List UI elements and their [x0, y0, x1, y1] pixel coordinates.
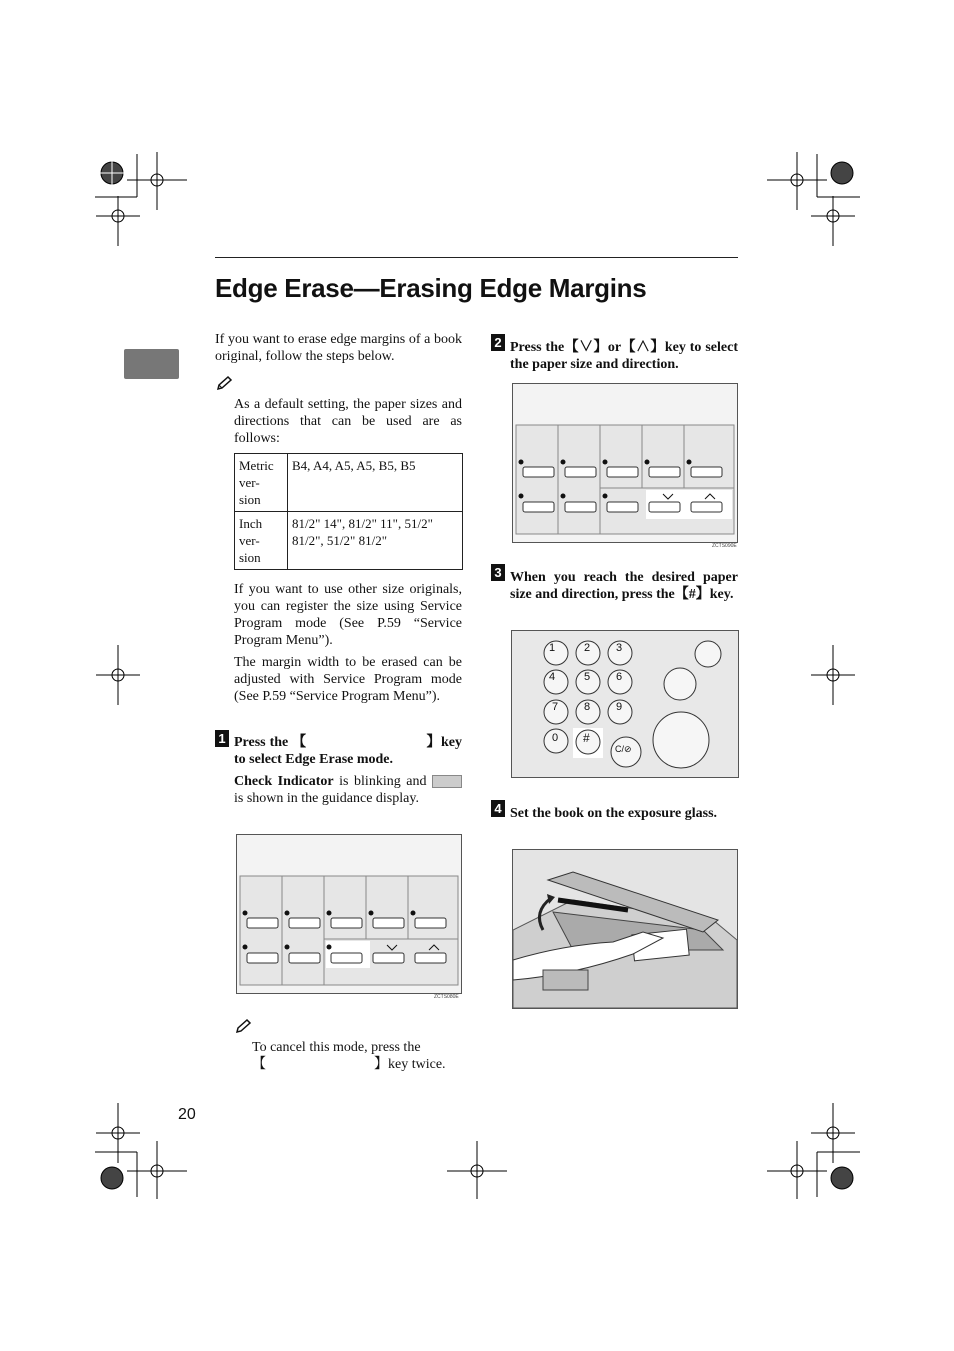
- cancel-text-b: 【: [252, 1057, 266, 1072]
- keypad-icon: [512, 631, 738, 777]
- figure-2-code: ZCTS090E: [712, 543, 737, 549]
- table-row: [235, 454, 463, 512]
- key-7[interactable]: 7: [552, 701, 559, 713]
- intro-text: If you want to erase edge margins of a book original, follow the steps below.: [215, 332, 462, 364]
- key-9[interactable]: 9: [616, 701, 623, 713]
- guidance-display-icon: [432, 775, 462, 788]
- table-cell-value: B4, A4, A5, A5, B5, B5: [288, 454, 463, 512]
- key-4[interactable]: 4: [549, 671, 556, 683]
- table-cell-label: Inch ver- sion: [235, 512, 288, 570]
- step-number: 3: [491, 564, 505, 581]
- key-5[interactable]: 5: [584, 671, 591, 683]
- check-indicator-label: Check Indicator: [234, 774, 334, 789]
- note-margin-width: The margin width to be erased can be adjusted with Service Program mode (See P.59 “Service Program Menu”).: [234, 655, 462, 704]
- chapter-tab: [124, 349, 179, 379]
- key-2[interactable]: 2: [584, 642, 591, 654]
- step-1-text-b: 】key to select Edge Erase mode.: [234, 735, 462, 767]
- control-panel-figure-2: [512, 383, 738, 543]
- note-default-text: As a default setting, the paper sizes and directions that can be used are as follows:: [234, 397, 462, 446]
- step-1-number: [215, 730, 229, 748]
- table-row: [235, 512, 463, 570]
- figure-1-code: ZCTS080E: [434, 994, 459, 1000]
- paper-size-table: [234, 453, 463, 570]
- cancel-text-a: To cancel this mode, press the: [252, 1040, 421, 1055]
- step-2-instruction: Press the【∨】or【∧】key to select the paper size and direction.: [510, 340, 738, 372]
- step-1-detail: [234, 773, 462, 807]
- book-on-glass-figure: [512, 849, 738, 1009]
- step-1-detail-c: is shown in the guidance display.: [234, 791, 419, 806]
- step-number: 4: [491, 800, 505, 817]
- step-2-number: [491, 334, 505, 352]
- page-title: Edge Erase—Erasing Edge Margins: [215, 273, 647, 303]
- note-pencil-icon: [215, 375, 233, 391]
- key-0[interactable]: 0: [552, 732, 559, 744]
- header-rule: [215, 257, 738, 258]
- step-number: 1: [215, 730, 229, 747]
- control-panel-icon: [513, 384, 737, 542]
- copier-illustration-icon: [513, 850, 737, 1008]
- step-1-instruction: [234, 734, 462, 768]
- key-1[interactable]: 1: [549, 642, 556, 654]
- note-other-sizes: If you want to use other size originals, you can register the size using Service Program mode (See P.59 “Service Program Menu”).: [234, 582, 462, 648]
- key-6[interactable]: 6: [616, 671, 623, 683]
- key-3[interactable]: 3: [616, 642, 623, 654]
- cancel-text-c: 】key twice.: [374, 1057, 446, 1072]
- note-pencil-icon: [234, 1018, 252, 1034]
- table-cell-label: Metric ver- sion: [235, 454, 288, 512]
- step-1-detail-b: is blinking and: [339, 774, 427, 789]
- control-panel-icon: [237, 835, 461, 993]
- table-cell-value: 81/2" 14", 81/2" 11", 51/2" 81/2", 51/2" 81/2": [288, 512, 463, 570]
- step-4-number: [491, 800, 505, 818]
- keypad-figure: [511, 630, 739, 778]
- clear-stop-key[interactable]: C/⊘: [615, 744, 632, 754]
- key-hash[interactable]: #: [583, 731, 590, 745]
- step-1-text-a: Press the 【: [234, 735, 307, 750]
- page-number: 20: [178, 1106, 196, 1123]
- key-8[interactable]: 8: [584, 701, 591, 713]
- step-number: 2: [491, 334, 505, 351]
- note-cancel-text: [252, 1039, 462, 1073]
- step-3-number: [491, 564, 505, 582]
- control-panel-figure-1: [236, 834, 462, 994]
- step-3-instruction: When you reach the desired paper size and direction, press the【#】key.: [510, 570, 738, 602]
- step-4-instruction: Set the book on the exposure glass.: [510, 806, 718, 821]
